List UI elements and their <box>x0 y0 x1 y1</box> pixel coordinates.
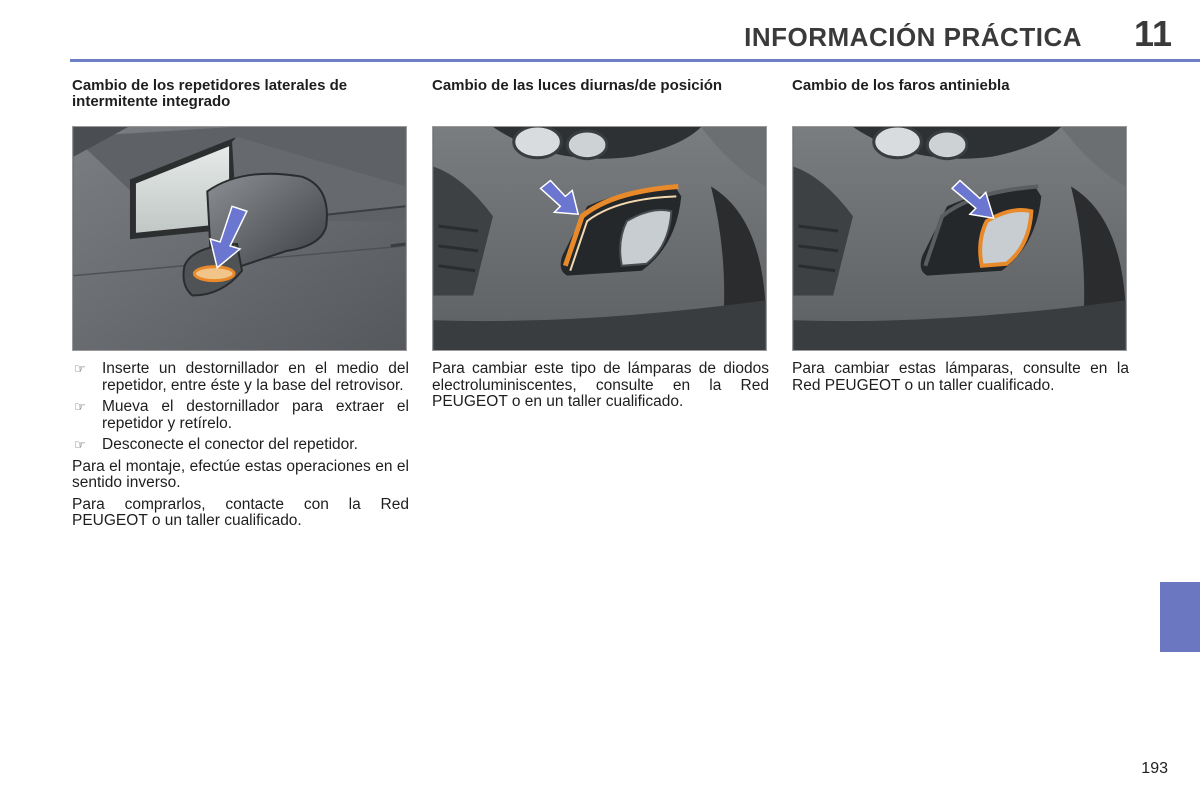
paragraph: Para comprarlos, contacte con la Red PEUGEOT o un taller cualificado. <box>72 495 409 529</box>
paragraph: Para cambiar este tipo de lámparas de diodos electroluminiscentes, consulte en la Red PEUGEOT o en un taller cualificado. <box>432 360 769 410</box>
list-item <box>72 361 409 394</box>
chapter-title: INFORMACIÓN PRÁCTICA <box>744 22 1082 52</box>
step-text: Mueva el destornillador para extraer el repetidor y retírelo. <box>102 398 409 432</box>
pointing-hand-icon: ☞ <box>74 399 86 414</box>
column-daytime-lights <box>432 78 769 416</box>
list-item <box>72 399 409 432</box>
fog-lamps-illustration <box>792 126 1127 351</box>
pointing-hand-icon: ☞ <box>74 361 86 376</box>
column-side-repeater <box>72 78 409 535</box>
column-text <box>432 361 769 411</box>
column-text <box>72 361 409 530</box>
paragraph: Para cambiar estas lámparas, consulte en la Red PEUGEOT o un taller cualificado. <box>792 360 1129 394</box>
page-number: 193 <box>1141 760 1168 777</box>
steps-list <box>72 361 409 454</box>
daytime-lights-image <box>433 127 766 350</box>
column-text <box>792 361 1129 394</box>
list-item <box>72 437 409 454</box>
fog-lamps-image <box>793 127 1126 350</box>
paragraph: Para el montaje, efectúe estas operaciones en el sentido inverso. <box>72 457 409 491</box>
column-fog-lamps <box>792 78 1129 399</box>
step-text: Inserte un destornillador en el medio del repetidor, entre éste y la base del retrovisor. <box>102 360 409 394</box>
mirror-repeater-image <box>73 127 406 350</box>
daytime-lights-illustration <box>432 126 767 351</box>
chapter-number: 11 <box>1133 13 1173 54</box>
section-tab[interactable] <box>1160 582 1200 652</box>
pointing-hand-icon: ☞ <box>74 437 86 452</box>
section-title: Cambio de los repetidores laterales de intermitente integrado <box>72 77 348 110</box>
mirror-repeater-illustration <box>72 126 407 351</box>
section-title: Cambio de las luces diurnas/de posición <box>432 77 723 94</box>
section-title: Cambio de los faros antiniebla <box>792 77 1010 94</box>
step-text: Desconecte el conector del repetidor. <box>102 436 358 453</box>
header-rule <box>70 59 1200 62</box>
